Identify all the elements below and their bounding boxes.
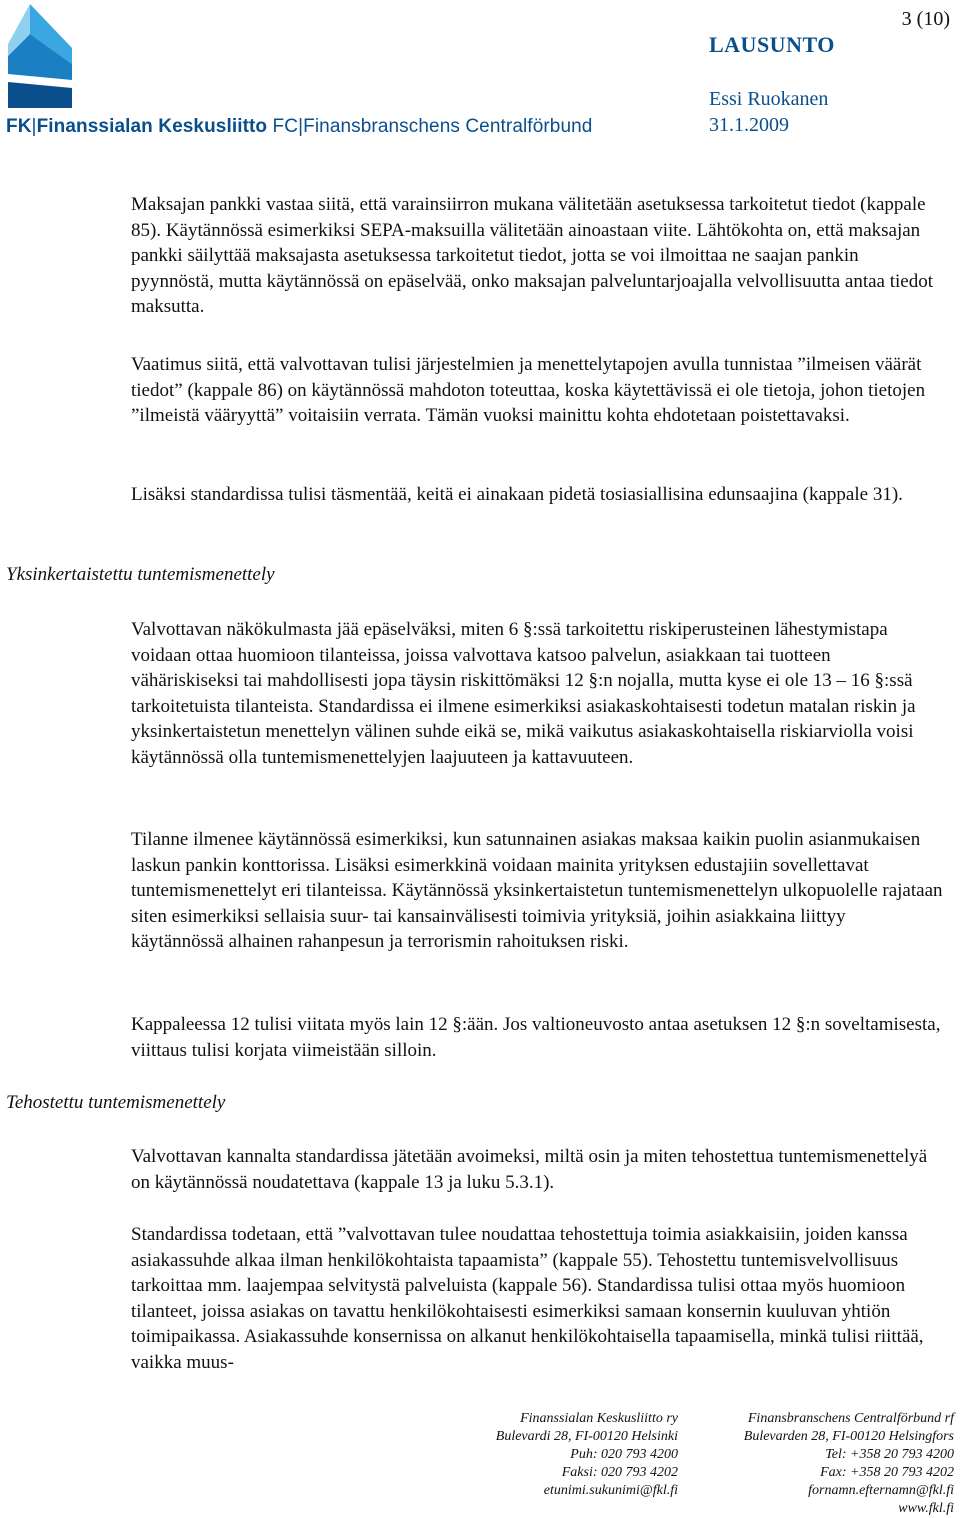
paragraph-8: Standardissa todetaan, että ”valvottavan tulee noudattaa tehostettuja toimia asiakkaisiin, joiden kanssa asiakassuhde alkaa ilman henkilökohtaista tapaamista” (kappale 55). Tehostettu tuntemisvelvollisuus tarkoittaa mm. laajempaa selvitystä palveluista (kappale 56). Standardissa tulisi ottaa myös huomioon tilanteet, joissa asiakas on tavattu henkilökohtaisesti esimerkiksi samaan konsernin kuuluvan yhtiön toimipaikassa. Asiakassuhde konsernissa on alkanut henkilökohtaisella tapaamisella, minkä tulisi riittää, vaikka muus- <box>131 1224 924 1373</box>
footer-sv-address: Bulevarden 28, FI-00120 Helsingfors <box>743 1429 954 1444</box>
paragraph-7: Valvottavan kannalta standardissa jätetään avoimeksi, miltä osin ja miten tehostettua tuntemismenettelyä on käytännössä noudatettava (kappale 13 ja luku 5.3.1). <box>131 1146 928 1193</box>
section-heading-simplified: Yksinkertaistettu tuntemismenettely <box>6 564 275 585</box>
footer-finnish-contact <box>496 1410 678 1500</box>
document-type: LAUSUNTO <box>709 32 835 57</box>
footer-fi-name: Finanssialan Keskusliitto ry <box>520 1411 678 1426</box>
paragraph-1: Maksajan pankki vastaa siitä, että varainsiirron mukana välitetään asetuksessa tarkoitetut tiedot (kappale 85). Käytännössä esimerkiksi SEPA-maksuilla välitetään ainoastaan viite. Lähtökohta on, että maksajan pankki säilyttää maksajasta asetuksessa tarkoitetut tiedot, jotta se voi ilmoittaa ne saajan pankin pyynnöstä, mutta käytännössä on epäselvää, onko maksajan palveluntarjoajalla velvollisuutta antaa tiedot maksutta. <box>131 194 933 317</box>
footer-fi-phone: Puh: 020 793 4200 <box>570 1447 678 1462</box>
paragraph-6: Kappaleessa 12 tulisi viitata myös lain 12 §:ään. Jos valtioneuvosto antaa asetuksen 12 §:n soveltamisesta, viittaus tulisi korjata viimeistään silloin. <box>131 1014 941 1061</box>
author-name: Essi Ruokanen <box>709 88 829 110</box>
footer-fi-fax: Faksi: 020 793 4202 <box>561 1465 678 1480</box>
paragraph-4: Valvottavan näkökulmasta jää epäselväksi, miten 6 §:ssä tarkoitettu riskiperusteinen lähestymistapa voidaan ottaa huomioon tilanteissa, joissa valvottava katsoo palvelun, asiakkaan tai tuotteen vähäriskiseksi tai mahdollisesti jopa täysin riskittömäksi 12 §:n nojalla, mutta kyse ei ole 13 – 16 §:ssä tarkoitetuista tilanteista. Standardissa ei ilmene esimerkiksi asiakaskohtaisesti todetun matalan riskin ja yksinkertaistetun menettelyn välinen suhde eikä se, mikä vaikutus asiakaskohtaisella riskiarviolla voisi käytännössä olla tuntemismenettelyjen laajuuteen ja kattavuuteen. <box>131 619 916 768</box>
page-number: 3 (10) <box>901 8 950 30</box>
section-heading-enhanced: Tehostettu tuntemismenettely <box>6 1092 226 1113</box>
paragraph-2: Vaatimus siitä, että valvottavan tulisi järjestelmien ja menettelytapojen avulla tunnistaa ”ilmeisen väärät tiedot” (kappale 86) on käytännössä mahdoton toteuttaa, koska käytettävissä ei ole tietoja, johon tietojen ”ilmeistä vääryyttä” voitaisiin verrata. Tämän vuoksi mainittu kohta ehdotetaan poistettavaksi. <box>131 354 926 426</box>
footer-fi-address: Bulevardi 28, FI-00120 Helsinki <box>495 1429 678 1444</box>
footer-website-link[interactable]: www.fkl.fi <box>898 1501 954 1516</box>
organization-line: FK|Finanssialan Keskusliitto FC|Finansbranschens Centralförbund <box>6 116 593 137</box>
org-sv-name: Finansbranschens Centralförbund <box>303 116 593 137</box>
footer-sv-name: Finansbranschens Centralförbund rf <box>747 1411 954 1426</box>
footer-sv-fax: Fax: +358 20 793 4202 <box>820 1465 954 1480</box>
footer-swedish-contact <box>744 1410 954 1518</box>
org-fi-name: Finanssialan Keskusliitto <box>36 116 268 137</box>
fk-logo <box>8 4 72 108</box>
footer-sv-email[interactable]: fornamn.efternamn@fkl.fi <box>808 1483 954 1498</box>
footer-sv-phone: Tel: +358 20 793 4200 <box>825 1447 954 1462</box>
paragraph-3: Lisäksi standardissa tulisi täsmentää, keitä ei ainakaan pidetä tosiasiallisina edunsaajina (kappale 31). <box>131 484 903 505</box>
footer-fi-email[interactable]: etunimi.sukunimi@fkl.fi <box>543 1483 678 1498</box>
paragraph-5: Tilanne ilmenee käytännössä esimerkiksi, kun satunnainen asiakas maksaa kaikin puolin asianmukaisen laskun pankin konttorissa. Lisäksi esimerkkinä voidaan mainita yrityksen edustajiin sovellettavat tuntemismenettelyt eri tilanteissa. Käytännössä yksinkertaistetun tuntemismenettelyn ulkopuolelle rajataan siten esimerkiksi sellaisia suur- tai kansainvälisesti toimivia yrityksiä, joihin asiakkaina liittyy käytännössä alhainen rahanpesun ja terrorismin rahoituksen riski. <box>131 829 943 952</box>
org-fk-abbr: FK <box>6 116 32 137</box>
org-fc-abbr: FC <box>272 116 299 137</box>
document-date: 31.1.2009 <box>709 114 789 136</box>
